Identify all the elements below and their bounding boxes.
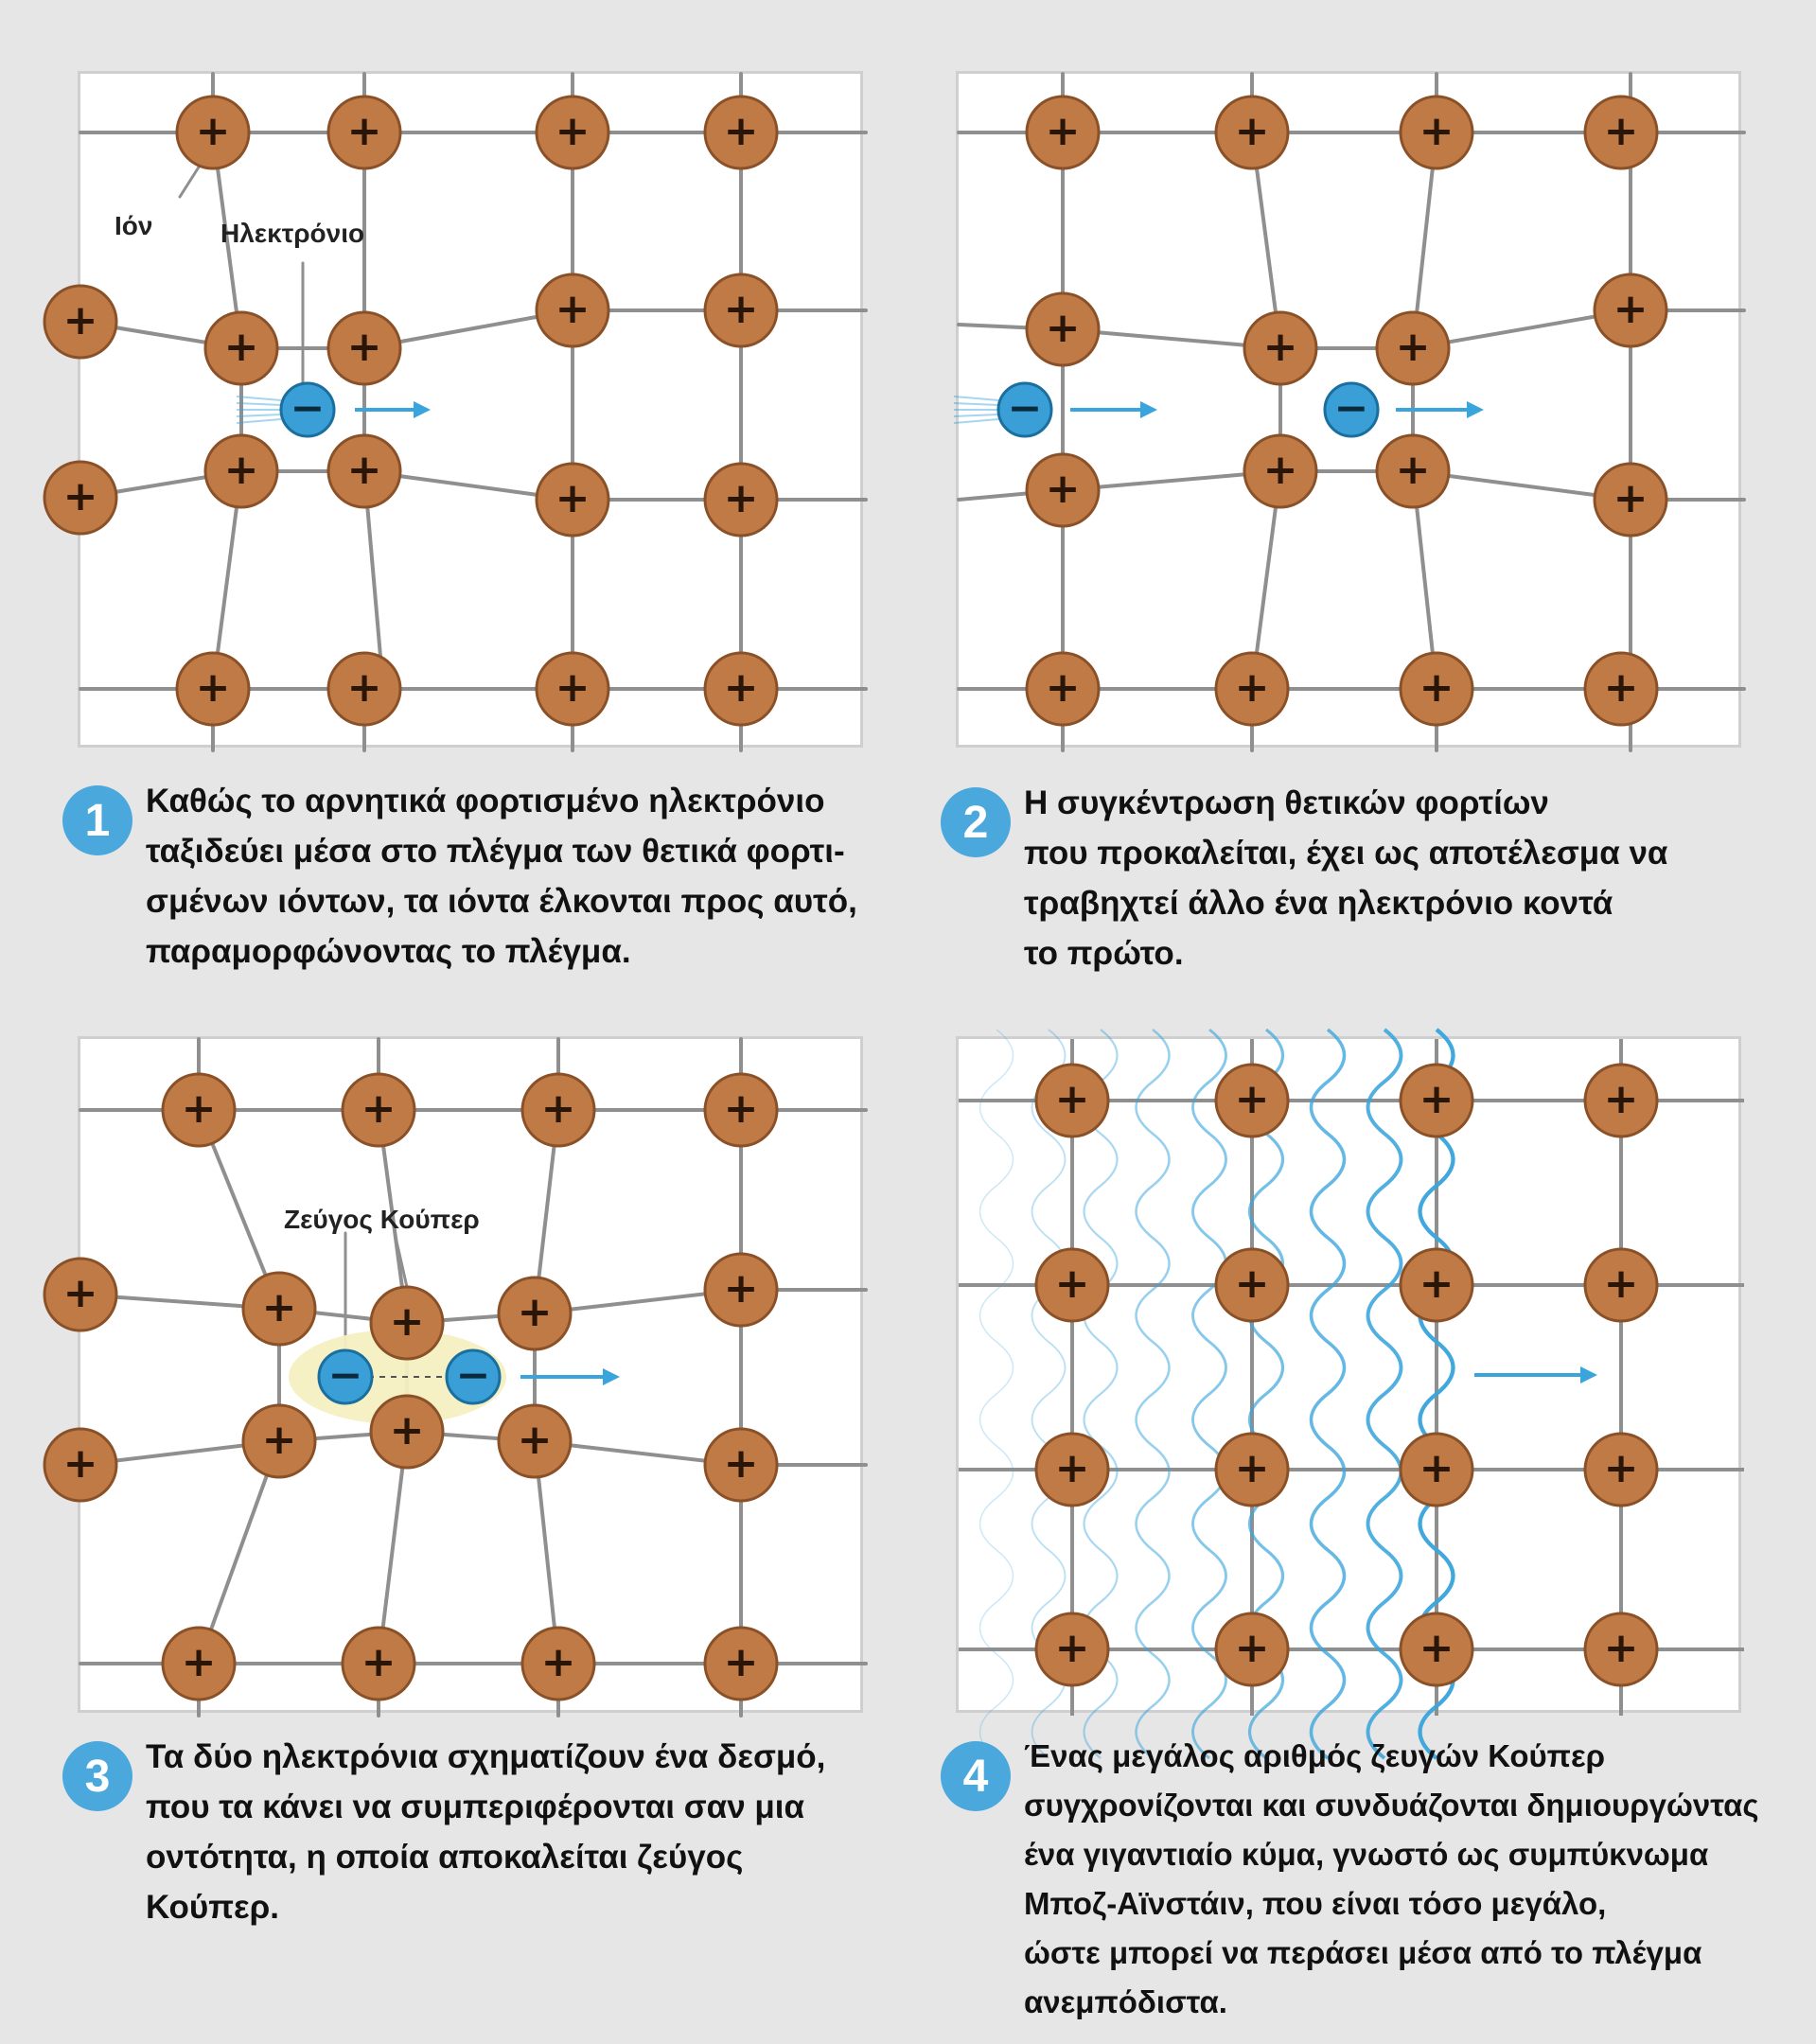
ion: [1027, 653, 1099, 725]
ion: [1216, 653, 1288, 725]
ion-plus-sign: +: [361, 1084, 397, 1133]
ion: [1027, 293, 1099, 365]
ion-plus-sign: +: [1603, 663, 1639, 712]
arrow-head: [1580, 1366, 1597, 1383]
ion: [163, 1074, 235, 1146]
ion: [499, 1405, 571, 1477]
ion: [1401, 1613, 1472, 1685]
ion-plus-sign: +: [181, 1084, 217, 1133]
ion: [705, 1254, 777, 1326]
motion-arrow: [1474, 1366, 1597, 1383]
ion: [205, 435, 277, 507]
ion-plus-sign: +: [195, 663, 231, 712]
ion-plus-sign: +: [723, 1638, 759, 1686]
ion-plus-sign: +: [346, 323, 382, 371]
ion: [1216, 1434, 1288, 1506]
ion-plus-sign: +: [346, 663, 382, 712]
electron: [998, 383, 1051, 436]
ion-plus-sign: +: [1054, 1075, 1090, 1123]
speed-line: [237, 396, 281, 400]
ion-plus-sign: +: [723, 107, 759, 155]
ion: [1401, 97, 1472, 168]
ion-plus-sign: +: [1613, 474, 1649, 522]
ion: [705, 1429, 777, 1501]
ion-plus-sign: +: [361, 1638, 397, 1686]
speed-line: [237, 414, 281, 416]
ion-plus-sign: +: [1045, 465, 1081, 513]
speed-line: [237, 403, 281, 405]
ion: [705, 1628, 777, 1700]
electron: [447, 1350, 500, 1403]
ion-plus-sign: +: [1234, 1444, 1270, 1492]
ion: [343, 1628, 414, 1700]
ion-plus-sign: +: [1395, 446, 1431, 494]
motion-arrow: [1070, 401, 1157, 418]
ion-plus-sign: +: [389, 1406, 425, 1454]
ion-plus-sign: +: [1234, 1260, 1270, 1308]
ion: [705, 1074, 777, 1146]
ion: [177, 97, 249, 168]
ion-plus-sign: +: [1262, 446, 1298, 494]
ion-plus-sign: +: [62, 472, 98, 520]
ion: [705, 653, 777, 725]
ion-plus-sign: +: [540, 1084, 576, 1133]
ion: [1585, 1249, 1657, 1321]
ion-plus-sign: +: [517, 1288, 553, 1336]
speed-line: [954, 396, 998, 400]
ion: [328, 435, 400, 507]
arrow-head: [1140, 401, 1157, 418]
ion: [328, 97, 400, 168]
ion: [163, 1628, 235, 1700]
ion-plus-sign: +: [1419, 1260, 1455, 1308]
ion-plus-sign: +: [723, 474, 759, 522]
motion-arrow: [1396, 401, 1484, 418]
ion: [522, 1628, 594, 1700]
panel-3-diagram: [62, 1036, 863, 1713]
ion: [44, 1259, 116, 1330]
ion-plus-sign: +: [1054, 1444, 1090, 1492]
ion-plus-sign: +: [223, 446, 259, 494]
step-badge-3: 3: [62, 1741, 132, 1811]
ion-plus-sign: +: [195, 107, 231, 155]
ion: [537, 653, 608, 725]
ion: [1585, 1434, 1657, 1506]
ion: [1216, 1613, 1288, 1685]
ion-plus-sign: +: [1603, 1624, 1639, 1672]
ion-plus-sign: +: [723, 1264, 759, 1313]
ion-plus-sign: +: [1603, 1444, 1639, 1492]
ion: [1585, 1065, 1657, 1137]
ion: [1585, 97, 1657, 168]
ion-plus-sign: +: [723, 1084, 759, 1133]
ion: [1036, 1065, 1108, 1137]
electron: [281, 383, 334, 436]
lattice-bonds: [80, 74, 866, 750]
ion: [1216, 1249, 1288, 1321]
ion: [537, 274, 608, 346]
ion-plus-sign: +: [1603, 1075, 1639, 1123]
ion: [1244, 435, 1316, 507]
ion-plus-sign: +: [1045, 663, 1081, 712]
ion: [371, 1287, 443, 1359]
electron-minus-sign: −: [327, 1351, 363, 1400]
ion: [1244, 312, 1316, 384]
electron-minus-sign: −: [1007, 384, 1043, 432]
ion-plus-sign: +: [1054, 1260, 1090, 1308]
arrow-head: [414, 401, 431, 418]
ion-plus-sign: +: [1045, 304, 1081, 352]
ion: [1401, 653, 1472, 725]
ion-plus-sign: +: [62, 296, 98, 344]
ion: [1036, 1434, 1108, 1506]
caption-1-text: Καθώς το αρνητικά φορτισμένο ηλεκτρόνιο ταξιδεύει μέσα στο πλέγμα των θετικά φορτι- σμένων ιόντων, τα ιόντα έλκονται προς αυτό, παραμορφώνοντας το πλέγμα.: [146, 783, 857, 970]
caption-2-text: Η συγκέντρωση θετικών φορτίων που προκαλείται, έχει ως αποτέλεσμα να τραβηχτεί άλλο ένα ηλεκτρόνιο κοντά το πρώτο.: [1024, 784, 1668, 972]
ion-plus-sign: +: [62, 1439, 98, 1488]
step-badge-1: 1: [62, 785, 132, 855]
ion-plus-sign: +: [1234, 1075, 1270, 1123]
electron: [1325, 383, 1378, 436]
ion: [499, 1278, 571, 1349]
electron-minus-sign: −: [455, 1351, 491, 1400]
ion: [205, 312, 277, 384]
ion-plus-sign: +: [723, 663, 759, 712]
cooper-pair-label: Ζεύγος Κούπερ: [284, 1205, 480, 1234]
ion-plus-sign: +: [1419, 663, 1455, 712]
ion: [705, 97, 777, 168]
ion-plus-sign: +: [1234, 1624, 1270, 1672]
electron-minus-sign: −: [1333, 384, 1369, 432]
ion: [1216, 1065, 1288, 1137]
ion: [328, 653, 400, 725]
ion: [44, 462, 116, 534]
ion: [1585, 1613, 1657, 1685]
ion-plus-sign: +: [261, 1283, 297, 1331]
ion-plus-sign: +: [1045, 107, 1081, 155]
ion-plus-sign: +: [1419, 1444, 1455, 1492]
ion-plus-sign: +: [1419, 1624, 1455, 1672]
panel-2-diagram: [956, 71, 1741, 748]
ion: [1585, 653, 1657, 725]
step-badge-4: 4: [941, 1741, 1011, 1811]
speed-line: [237, 419, 281, 423]
ion: [343, 1074, 414, 1146]
ion-plus-sign: +: [1234, 107, 1270, 155]
ion-plus-sign: +: [1603, 107, 1639, 155]
ion: [522, 1074, 594, 1146]
ion-plus-sign: +: [555, 107, 591, 155]
caption-4-text: Ένας μεγάλος αριθμός ζευγών Κούπερ συγχρονίζονται και συνδυάζονται δημιουργώντας ένα γιγαντιαίο κύμα, γνωστό ως συμπύκνωμα Μποζ-Αϊνστάιν, που είναι τόσο μεγάλο, ώστε μπορεί να περάσει μέσα από το πλέγμα ανεμπόδιστα.: [1024, 1738, 1759, 2019]
ion-plus-sign: +: [1395, 323, 1431, 371]
speed-line: [954, 414, 998, 416]
ion-plus-sign: +: [346, 107, 382, 155]
ion-plus-sign: +: [346, 446, 382, 494]
ion: [705, 464, 777, 536]
ion: [44, 1429, 116, 1501]
ion: [1401, 1434, 1472, 1506]
electron-minus-sign: −: [290, 384, 326, 432]
ion-plus-sign: +: [223, 323, 259, 371]
lattice-diagram-1: [62, 74, 866, 750]
ion: [371, 1396, 443, 1468]
ion: [537, 464, 608, 536]
ion-plus-sign: +: [181, 1638, 217, 1686]
arrow-head: [1467, 401, 1484, 418]
ion: [44, 286, 116, 358]
ion-plus-sign: +: [1054, 1624, 1090, 1672]
ion: [1377, 435, 1449, 507]
caption-3-text: Τα δύο ηλεκτρόνια σχηματίζουν ένα δεσμό, που τα κάνει να συμπεριφέρονται σαν μια οντότητα, η οποία αποκαλείται ζεύγος Κούπερ.: [146, 1738, 826, 1926]
ion: [1401, 1249, 1472, 1321]
ion-plus-sign: +: [261, 1416, 297, 1464]
ion: [1036, 1613, 1108, 1685]
ion-plus-sign: +: [62, 1269, 98, 1317]
lattice-diagram-3: [62, 1039, 866, 1716]
ion: [1216, 97, 1288, 168]
electron-label: Ηλεκτρόνιο: [220, 219, 365, 248]
ion-plus-sign: +: [1419, 107, 1455, 155]
speed-line: [954, 403, 998, 405]
ion: [1401, 1065, 1472, 1137]
ion-label: Ιόν: [115, 211, 153, 240]
lattice-diagram-4: [959, 1039, 1744, 1716]
ion-plus-sign: +: [540, 1638, 576, 1686]
panel-1-diagram: [62, 71, 863, 748]
ion-plus-sign: +: [555, 285, 591, 333]
ion: [1595, 464, 1666, 536]
ion: [1027, 454, 1099, 526]
ion: [243, 1273, 315, 1345]
ion: [243, 1405, 315, 1477]
ion-plus-sign: +: [1603, 1260, 1639, 1308]
ion: [537, 97, 608, 168]
ion-plus-sign: +: [389, 1297, 425, 1346]
ion-plus-sign: +: [555, 663, 591, 712]
ion-plus-sign: +: [723, 285, 759, 333]
ion-plus-sign: +: [1419, 1075, 1455, 1123]
ion: [1027, 97, 1099, 168]
ion-plus-sign: +: [1613, 285, 1649, 333]
ion: [1036, 1249, 1108, 1321]
lattice-diagram-2: [959, 74, 1744, 750]
ion: [177, 653, 249, 725]
speed-line: [954, 419, 998, 423]
ion-plus-sign: +: [517, 1416, 553, 1464]
panel-4-diagram: [956, 1036, 1741, 1713]
step-badge-2: 2: [941, 787, 1011, 857]
ion: [328, 312, 400, 384]
ion: [1595, 274, 1666, 346]
arrow-head: [603, 1368, 620, 1385]
ion-plus-sign: +: [723, 1439, 759, 1488]
ion-plus-sign: +: [555, 474, 591, 522]
ion-plus-sign: +: [1262, 323, 1298, 371]
ion-plus-sign: +: [1234, 663, 1270, 712]
ion: [705, 274, 777, 346]
ion: [1377, 312, 1449, 384]
electron: [319, 1350, 372, 1403]
